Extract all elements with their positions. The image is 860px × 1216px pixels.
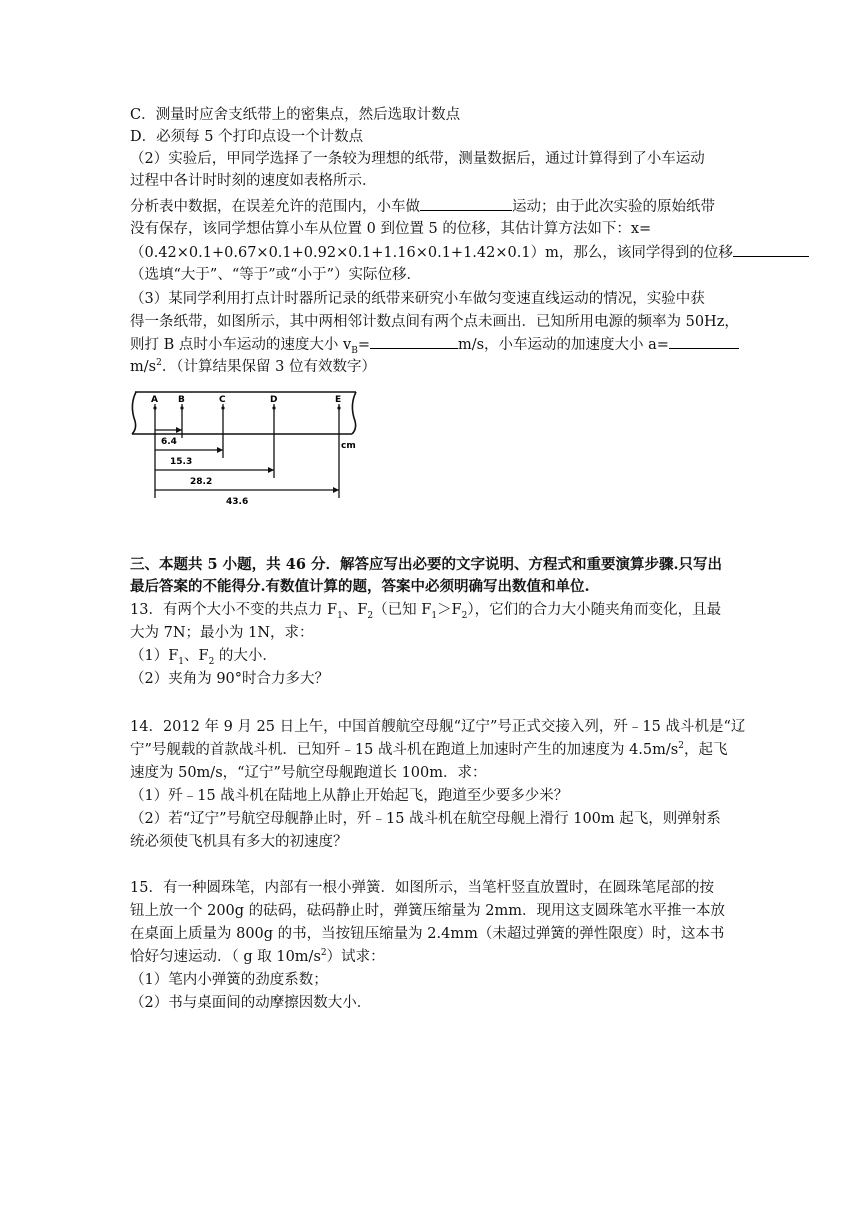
q3-line-1: （3）某同学利用打点计时器所记录的纸带来研究小车做匀变速直线运动的情况，实验中获 bbox=[130, 291, 705, 307]
point-label-d: D bbox=[270, 395, 278, 405]
q3-line-3 bbox=[130, 334, 739, 356]
subscript: 2 bbox=[367, 610, 374, 621]
q13-text: 的大小． bbox=[214, 648, 277, 664]
distance-label: 15.3 bbox=[170, 457, 193, 467]
q15-line-2: 钮上放一个 200g 的砝码，砝码静止时，弹簧压缩量为 2mm．现用这支圆珠笔水平推一本放 bbox=[130, 903, 726, 919]
subscript: 1 bbox=[431, 610, 438, 621]
q13-text: 、F bbox=[342, 602, 368, 618]
answer-blank bbox=[669, 334, 739, 349]
q2-line-5 bbox=[130, 242, 809, 264]
q13-line-3 bbox=[130, 645, 277, 667]
q13-line-2: 大为 7N；最小为 1N，求： bbox=[130, 625, 314, 641]
answer-blank bbox=[420, 196, 512, 211]
subscript: 2 bbox=[461, 610, 468, 621]
q14-line-3: 速度为 50m/s，“辽宁”号航空母舰跑道长 100m．求： bbox=[130, 765, 487, 781]
q13-text: 、F bbox=[184, 648, 209, 664]
subscript: B bbox=[351, 345, 358, 356]
q2-line-6: （选填“大于”、“等于”或“小于”）实际位移． bbox=[130, 267, 421, 283]
q2-text: 运动；由于此次实验的原始纸带 bbox=[512, 199, 715, 215]
q13-text: ＞F bbox=[437, 602, 462, 618]
point-label-e: E bbox=[335, 395, 342, 405]
q3-text: = bbox=[357, 337, 370, 353]
distance-label: 43.6 bbox=[226, 497, 249, 506]
point-label-a: A bbox=[151, 395, 158, 405]
q13-line-1 bbox=[130, 599, 721, 621]
q15-line-4 bbox=[130, 946, 385, 968]
q2-line-3 bbox=[130, 196, 715, 218]
q14-line-1: 14．2012 年 9 月 25 日上午，中国首艘航空母舰“辽宁”号正式交接入列，歼﹣15 战斗机是“辽 bbox=[130, 719, 746, 735]
q15-line-1: 15．有一种圆珠笔，内部有一根小弹簧．如图所示，当笔杆竖直放置时，在圆珠笔尾部的按 bbox=[130, 880, 714, 896]
q2-text: 分析表中数据，在误差允许的范围内，小车做 bbox=[130, 199, 420, 215]
point-label-c: C bbox=[219, 395, 226, 405]
superscript: 2 bbox=[678, 741, 684, 752]
section-heading-line-1: 三、本题共 5 小题，共 46 分．解答应写出必要的文字说明、方程式和重要演算步骤.只写出 bbox=[130, 556, 723, 573]
q15-text: 恰好匀速运动．（ g 取 10m/s bbox=[130, 949, 321, 965]
q3-line-2: 得一条纸带，如图所示，其中两相邻计数点间有两个点未画出．已知所用电源的频率为 50Hz， bbox=[130, 314, 739, 330]
q3-text: m/s bbox=[130, 359, 157, 375]
q2-line-4: 没有保存，该同学想估算小车从位置 0 到位置 5 的位移，其估计算方法如下：x= bbox=[130, 221, 652, 237]
q14-text: 宁”号舰载的首款战斗机．已知歼﹣15 战斗机在跑道上加速时产生的加速度为 4.5m/s bbox=[130, 742, 679, 758]
q2-line-1: （2）实验后，甲同学选择了一条较为理想的纸带，测量数据后，通过计算得到了小车运动 bbox=[130, 151, 705, 167]
option-d: D．必须每 5 个打印点设一个计数点 bbox=[130, 129, 364, 145]
distance-label: 28.2 bbox=[190, 477, 213, 487]
q13-text: ），它们的合力大小随夹角而变化，且最 bbox=[467, 602, 722, 618]
q3-text: m/s，小车运动的加速度大小 a= bbox=[457, 337, 669, 353]
superscript: 2 bbox=[156, 358, 162, 369]
distance-label: 6.4 bbox=[161, 437, 177, 447]
answer-blank bbox=[370, 334, 458, 349]
q15-text: ）试求： bbox=[326, 949, 385, 965]
subscript: 1 bbox=[178, 656, 185, 667]
q15-line-5: （1）笔内小弹簧的劲度系数； bbox=[130, 972, 328, 988]
q15-line-3: 在桌面上质量为 800g 的书，当按钮压缩量为 2.4mm（未超过弹簧的弹性限度）时，这本书 bbox=[130, 926, 725, 942]
q3-text: ．（计算结果保留 3 位有效数字） bbox=[161, 359, 377, 375]
paper-tape-figure bbox=[128, 382, 368, 506]
section-heading-line-2: 最后答案的不能得分.有数值计算的题，答案中必须明确写出数值和单位. bbox=[130, 578, 590, 595]
q13-line-4: （2）夹角为 90°时合力多大？ bbox=[130, 671, 330, 687]
q14-line-6: 统必须使飞机具有多大的初速度？ bbox=[130, 834, 348, 850]
q13-text: （已知 F bbox=[373, 602, 432, 618]
q14-line-2 bbox=[130, 739, 727, 761]
answer-blank bbox=[733, 242, 809, 257]
q14-line-5: （2）若“辽宁”号航空母舰静止时，歼﹣15 战斗机在航空母舰上滑行 100m 起飞，则弹射系 bbox=[130, 811, 721, 827]
point-label-b: B bbox=[178, 395, 185, 405]
unit-label: cm bbox=[341, 441, 356, 451]
subscript: 1 bbox=[337, 610, 343, 621]
q13-text: （1）F bbox=[130, 648, 179, 664]
q2-line-2: 过程中各计时时刻的速度如表格所示． bbox=[130, 173, 377, 189]
q2-text: （0.42×0.1+0.67×0.1+0.92×0.1+1.16×0.1+1.42×0.1）m，那么，该同学得到的位移 bbox=[130, 245, 733, 261]
q14-text: ，起飞 bbox=[683, 742, 728, 758]
q3-line-4 bbox=[130, 356, 376, 378]
q13-text: 13．有两个大小不变的共点力 F bbox=[130, 602, 338, 618]
superscript: 2 bbox=[320, 948, 327, 959]
subscript: 2 bbox=[208, 656, 215, 667]
q15-line-6: （2）书与桌面间的动摩擦因数大小． bbox=[130, 995, 372, 1011]
q3-text: 则打 B 点时小车运动的速度大小 v bbox=[130, 337, 352, 353]
option-c: C．测量时应舍支纸带上的密集点，然后选取计数点 bbox=[130, 107, 461, 123]
q14-line-4: （1）歼﹣15 战斗机在陆地上从静止开始起飞，跑道至少要多少米？ bbox=[130, 788, 569, 804]
